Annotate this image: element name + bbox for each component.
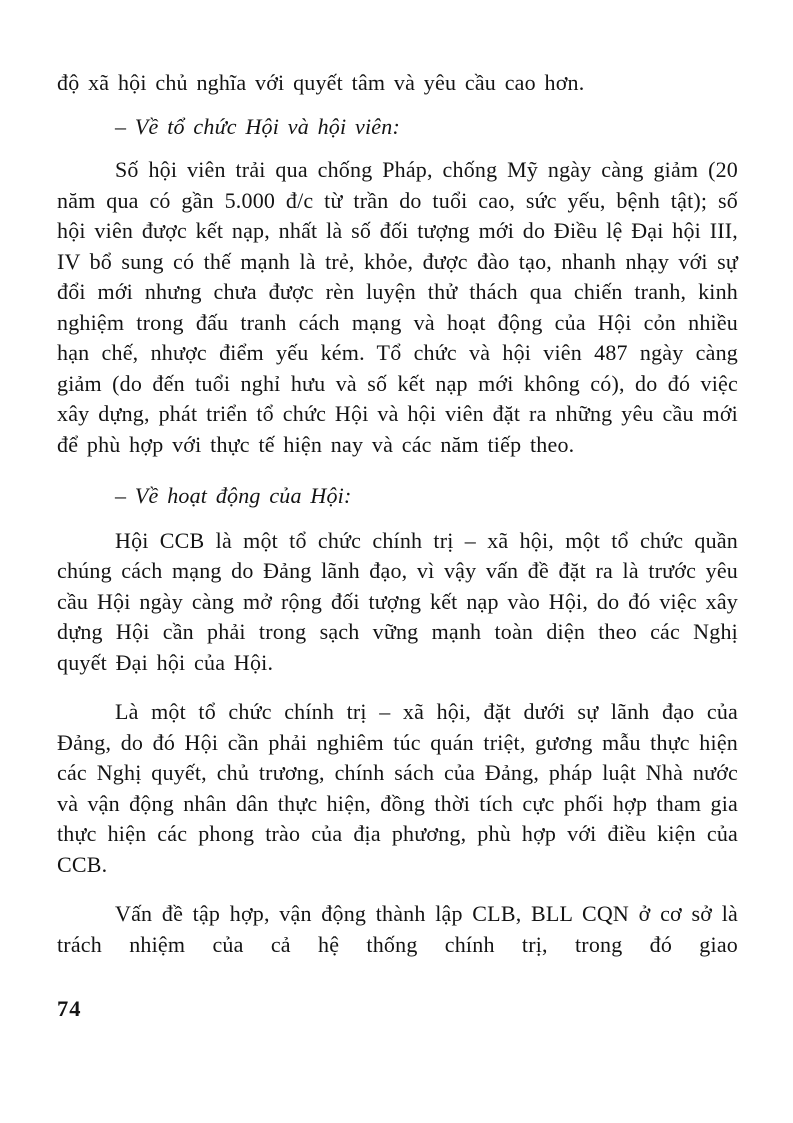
paragraph-van-de-tap-hop: Vấn đề tập hợp, vận động thành lập CLB, BLL CQN ở cơ sở là trách nhiệm của cả hệ thống chính trị, trong đó giao (57, 901, 738, 957)
heading-to-chuc-hoi-va-hoi-vien: – Về tổ chức Hội và hội viên: (115, 113, 400, 139)
paragraph-la-mot-to-chuc: Là một tổ chức chính trị – xã hội, đặt dưới sự lãnh đạo của Đảng, do đó Hội cần phải nghiêm túc quán triệt, gương mẫu thực hiện các Nghị quyết, chủ trương, chính sách của Đảng, pháp luật Nhà nước và vận động nhân dân thực hiện, đồng thời tích cực phối hợp tham gia thực hiện các phong trào của địa phương, phù hợp với điều kiện của CCB. (57, 699, 738, 877)
heading-ve-hoat-dong-cua-hoi: – Về hoạt động của Hội: (115, 483, 352, 508)
paragraph-so-hoi-vien: Số hội viên trải qua chống Pháp, chống Mỹ ngày càng giảm (20 năm qua có gần 5.000 đ/c từ trần do tuổi cao, sức yếu, bệnh tật); số hội viên được kết nạp, nhất là số đối tượng mới do Điều lệ Đại hội III, IV bổ sung có thế mạnh là trẻ, khỏe, được đào tạo, nhanh nhạy với sự đổi mới nhưng chưa được rèn luyện thử thách qua chiến tranh, kinh nghiệm trong đấu tranh cách mạng và hoạt động của Hội cỏn nhiều hạn chế, nhược điểm yếu kém. Tổ chức và hội viên 487 ngày càng giảm (do đến tuổi nghỉ hưu và số kết nạp mới không có), do đó việc xây dựng, phát triển tổ chức Hội và hội viên đặt ra những yêu cầu mới để phù hợp với thực tế hiện nay và các năm tiếp theo. (57, 157, 738, 457)
page-number: 74 (57, 996, 82, 1021)
paragraph-hoi-ccb: Hội CCB là một tổ chức chính trị – xã hội, một tổ chức quần chúng cách mạng do Đảng lãnh đạo, vì vậy vấn đề đặt ra là trước yêu cầu Hội ngày càng mở rộng đối tượng kết nạp vào Hội, do đó việc xây dựng Hội cần phải trong sạch vững mạnh toàn diện theo các Nghị quyết Đại hội của Hội. (57, 527, 738, 675)
paragraph-continuation: độ xã hội chủ nghĩa với quyết tâm và yêu cầu cao hơn. (57, 70, 585, 95)
